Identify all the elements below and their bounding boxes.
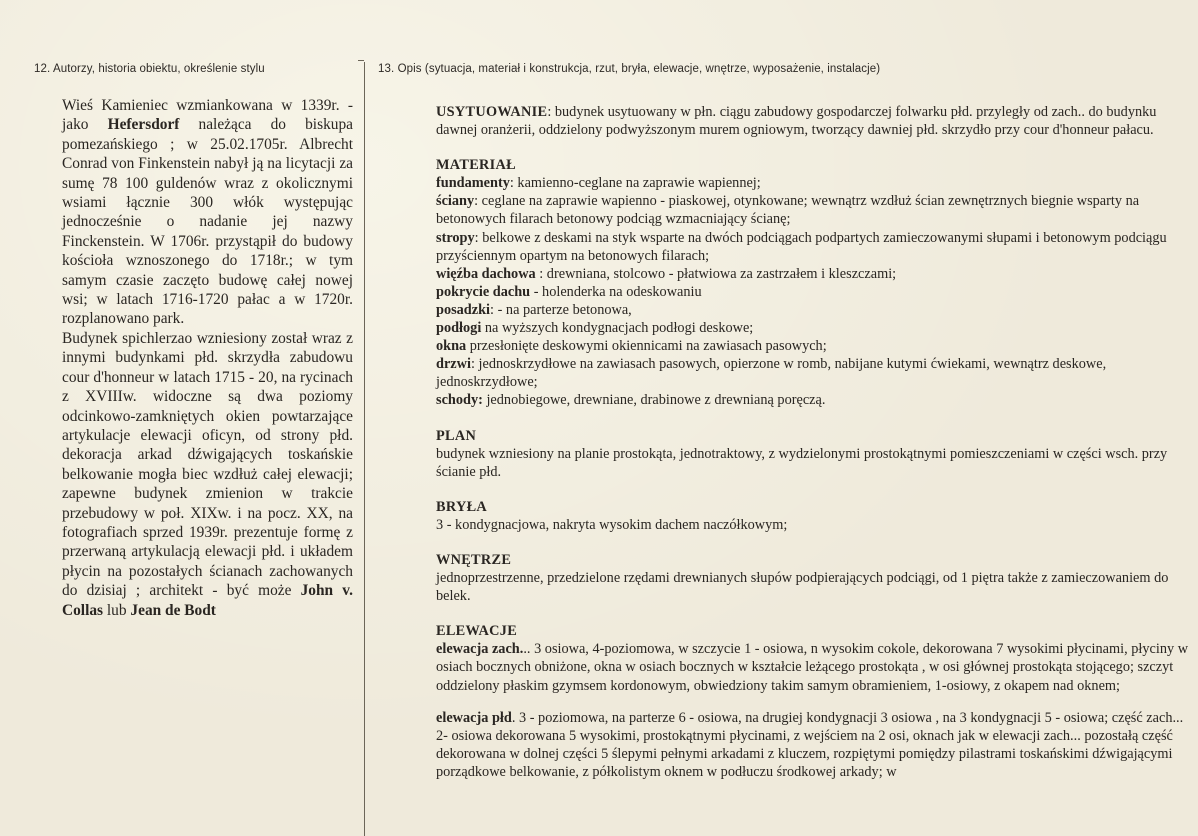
elewacja-zach — [436, 640, 1196, 694]
item-text: przesłonięte deskowymi okiennicami na zawiasach pasowych; — [466, 338, 827, 355]
item-label: więźba dachowa — [436, 265, 536, 282]
item-text: .. 3 osiowa, 4-poziomowa, w szczycie 1 - osiowa, n wysokim cokole, dekorowana 7 wysokimi płycinami, płyciny w osiach bocznych obniżone, okna w osiach bocznych w kształcie leżącego prostokąta , w osi głównej prostokąta stojącego; szczyt oddzielony płaskim gzymsem kordonowym, obwiedziony takim samym obramieniem, 1-osiowy, z okapem nad oknem; — [436, 641, 1189, 694]
item-label: elewacja płd — [436, 709, 512, 726]
item-label: stropy — [436, 229, 475, 246]
material-item — [436, 229, 1196, 265]
history-paragraph-1 — [62, 96, 353, 329]
wnetrze-title: WNĘTRZE — [436, 551, 512, 568]
architect-name-1: John v. Collas — [62, 582, 353, 619]
material-item — [436, 192, 1196, 228]
field-12-header: 12. Autorzy, historia obiektu, określenie stylu — [34, 63, 265, 75]
item-text: : kamienno-ceglane na zaprawie wapiennej; — [509, 175, 761, 192]
item-text: : drewniana, stolcowo - płatwiowa za zastrzałem i kleszczami; — [535, 265, 897, 282]
item-label: schody: — [436, 392, 483, 409]
item-text: : ceglane na zaprawie wapienno - piaskowej, otynkowane; wewnątrz wzdłuż ścian zewnętrznych biegnie wsparty na betonowych filarach betonowy podciąg wzmacniający ścianę; — [436, 193, 1140, 228]
item-text: na wyższych kondygnacjach podłogi deskowe; — [481, 320, 754, 337]
item-text: : - na parterze betonowa, — [490, 301, 632, 318]
description-text — [436, 103, 1196, 781]
material-item — [436, 355, 1196, 391]
elewacje-title: ELEWACJE — [436, 623, 518, 640]
elewacja-pld — [436, 709, 1196, 781]
material-list — [436, 174, 1196, 409]
plan-title: PLAN — [436, 427, 477, 444]
item-text: . 3 - poziomowa, na parterze 6 - osiowa, na drugiej kondygnacji 3 osiowa , na 3 kondygnacji 5 - osiowa; część zach... 2- osiowa dekorowana 5 wysokimi, prostokątnymi płycinami, z wejściem na 2 osi, oknach jak w elewacji zach... pozostałą część dekorowana w dolnej części 5 ślepymi pełnymi arkadami z kluczem, rozpiętymi pomiędzy pilastrami toskańskimi dźwigającymi porządkowe belkowanie, z półkolistym oknem w podłuczu środkowej arkady; w — [436, 709, 1184, 780]
item-label: okna — [436, 338, 467, 355]
architect-name-2: Jean de Bodt — [130, 601, 216, 619]
material-item — [436, 391, 1196, 409]
text-run: należąca do biskupa pomezańskiego ; w 25.02.1705r. Albrecht Conrad von Finkenstein nabył ją na licytacji za sumę 78 100 guldenów wraz z okolicznymi wsiami łącznie 300 włók występując jednocześnie o nadanie jej nazwy Finckenstein. W 1706r. przystąpił do budowy kościoła wznoszonego do 1718r.; w tym samym czasie zaczęto budowę całej nowej wsi; w latach 1716-1720 pałac a w 1720r. rozplanowano park. — [62, 116, 353, 328]
text-run: Wieś Kamieniec wzmiankowana w 1339r. - jako — [62, 97, 353, 134]
item-label: pokrycie dachu — [436, 283, 531, 300]
history-paragraph-2 — [62, 329, 353, 620]
divider-tick — [358, 60, 364, 61]
item-label: ściany — [436, 193, 475, 210]
item-text: - holenderka na odeskowaniu — [530, 283, 702, 300]
plan-text: budynek wzniesiony na planie prostokąta, jednotraktowy, z wydzielonymi prostokątnymi pomieszczeniami w części wsch. przy ścianie płd. — [436, 445, 1168, 480]
usytuowanie-section — [436, 103, 1196, 139]
section-text: : budynek usytuowany w płn. ciągu zabudowy gospodarczej folwarku płd. przyległy od zach.. do budynku dawnej oranżerii, oddzielony podwyższonym murem ogniowym, tworzący dawniej płd. skrzydło przy cour d'honneur pałacu. — [436, 104, 1157, 139]
wnetrze-text: jednoprzestrzenne, przedzielone rzędami drewnianych słupów podpierających podciągi, od 1 piętra także z zamieczowaniem do belek. — [436, 570, 1169, 605]
item-label: drzwi — [436, 356, 471, 373]
material-title: MATERIAŁ — [436, 157, 516, 174]
field-13-header: 13. Opis (sytuacja, materiał i konstrukcja, rzut, bryła, elewacje, wnętrze, wyposażenie, instalacje) — [378, 63, 881, 75]
bryla-title: BRYŁA — [436, 498, 488, 515]
item-text: : belkowe z deskami na styk wsparte na dwóch podciągach podpartych zamieczowanymi słupami i betonowym podciągu przyściennym opartym na betonowych filarach; — [436, 229, 1167, 264]
item-label: elewacja zach. — [436, 641, 524, 658]
historic-name: Hefersdorf — [107, 116, 180, 134]
column-divider — [364, 62, 365, 836]
material-item — [436, 301, 1196, 319]
item-label: fundamenty — [436, 175, 510, 192]
material-item — [436, 174, 1196, 192]
material-item — [436, 265, 1196, 283]
item-label: posadzki — [436, 301, 491, 318]
text-run: Budynek spichlerzao wzniesiony został wraz z innymi budynkami płd. skrzydła zabudowu cour d'honneur w latach 1715 - 20, na rycinach z XVIIIw. widoczne są dwa poziomy odcinkowo-zamkniętych okien powtarzające artykulacje elewacji oficyn, od strony płd. dekoracja arkad dźwigających toskańskie belkowanie mogła biec wzdłuż całej elewacji; zapewne budynek zmienion w trakcie przebudowy w poł. XIXw. i na pocz. XX, na fotografiach sprzed 1939r. prezentuje formę z przerwaną artykulacją elewacji płd. i układem płycin na pozostałych ścianach zachowanych do dzisiaj ; architekt - być może — [62, 329, 353, 600]
section-title: USYTUOWANIE — [436, 104, 548, 120]
history-text — [62, 96, 353, 620]
material-item — [436, 319, 1196, 337]
bryla-text: 3 - kondygnacjowa, nakryta wysokim dachem naczółkowym; — [436, 516, 788, 533]
text-run: lub — [103, 601, 131, 619]
material-item — [436, 337, 1196, 355]
item-label: podłogi — [436, 320, 482, 337]
material-item — [436, 283, 1196, 301]
item-text: : jednoskrzydłowe na zawiasach pasowych, opierzone w romb, nabijane kutymi ćwiekami, wewnątrz deskowe, jednoskrzydłowe; — [436, 356, 1107, 391]
item-text: jednobiegowe, drewniane, drabinowe z drewnianą poręczą. — [482, 392, 826, 409]
